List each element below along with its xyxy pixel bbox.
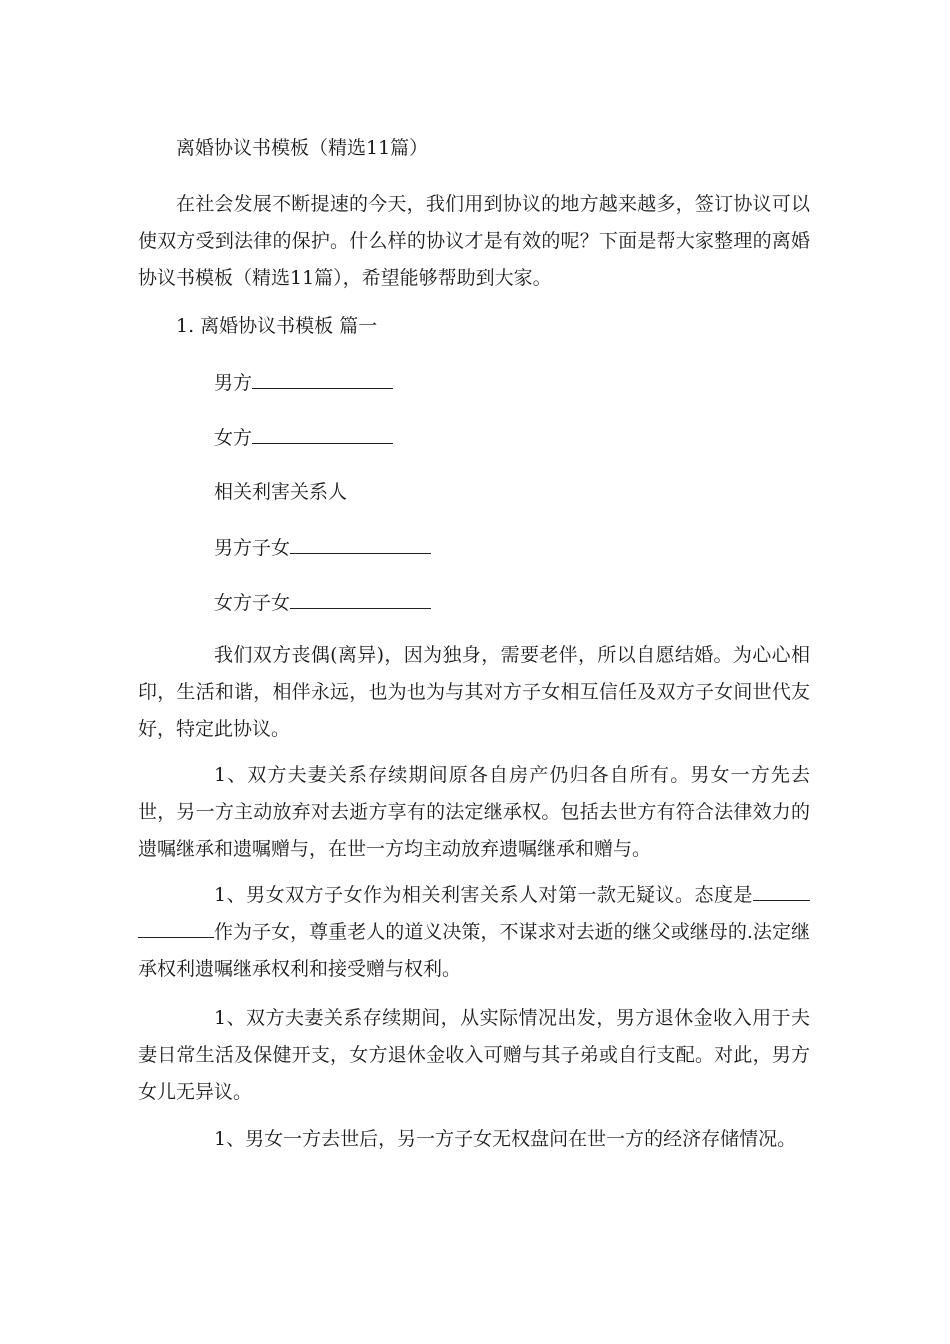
clause-pension: 1、双方夫妻关系存续期间，从实际情况出发，男方退休金收入用于夫妻日常生活及保健开支，女方退休金收入可赠与其子弟或自行支配。对此，男方女儿无异议。	[138, 1007, 810, 1103]
field-wife-children	[214, 590, 431, 615]
field-wife-label: 女方	[214, 427, 253, 449]
field-related-party: 相关利害关系人	[214, 481, 348, 503]
clause-savings: 1、男女一方去世后，另一方子女无权盘问在世一方的经济存储情况。	[214, 1128, 797, 1150]
attitude-blank-1	[753, 882, 810, 901]
field-husband	[214, 370, 393, 395]
attitude-blank-2	[138, 919, 214, 938]
field-husband-children	[214, 535, 431, 560]
clause-property: 1、双方夫妻关系存续期间原各自房产仍归各自所有。男女一方先去世，另一方主动放弃对去逝方享有的法定继承权。包括去世方有符合法律效力的遗嘱继承和遗嘱赠与，在世一方均主动放弃遗嘱继承和赠与。	[138, 764, 810, 860]
clause-children-attitude-text-a: 1、男女双方子女作为相关利害关系人对第一款无疑议。态度是	[214, 884, 753, 906]
paragraph-marriage-intent: 我们双方丧偶(离异)，因为独身，需要老伴，所以自愿结婚。为心心相印，生活和谐，相伴永远，也为也为与其对方子女相互信任及双方子女间世代友好，特定此协议。	[138, 644, 810, 740]
field-wife	[214, 425, 393, 450]
clause-children-attitude-text-b: 作为子女，尊重老人的道义决策，不谋求对去逝的继父或继母的.法定继承权利遗嘱继承权利和接受赠与权利。	[138, 921, 810, 980]
intro-paragraph: 在社会发展不断提速的今天，我们用到协议的地方越来越多，签订协议可以使双方受到法律的保护。什么样的协议才是有效的呢？下面是帮大家整理的离婚协议书模板（精选11篇），希望能够帮助到大家。	[138, 193, 810, 289]
field-wife-blank	[252, 425, 393, 444]
clause-children-attitude	[138, 877, 810, 988]
section-heading: 1. 离婚协议书模板 篇一	[176, 315, 378, 337]
field-husband-label: 男方	[214, 372, 253, 394]
document-title: 离婚协议书模板（精选11篇）	[176, 137, 429, 159]
field-wife-children-blank	[290, 590, 431, 609]
field-husband-children-label: 男方子女	[214, 537, 291, 559]
field-wife-children-label: 女方子女	[214, 592, 291, 614]
field-husband-blank	[252, 370, 393, 389]
field-husband-children-blank	[290, 535, 431, 554]
